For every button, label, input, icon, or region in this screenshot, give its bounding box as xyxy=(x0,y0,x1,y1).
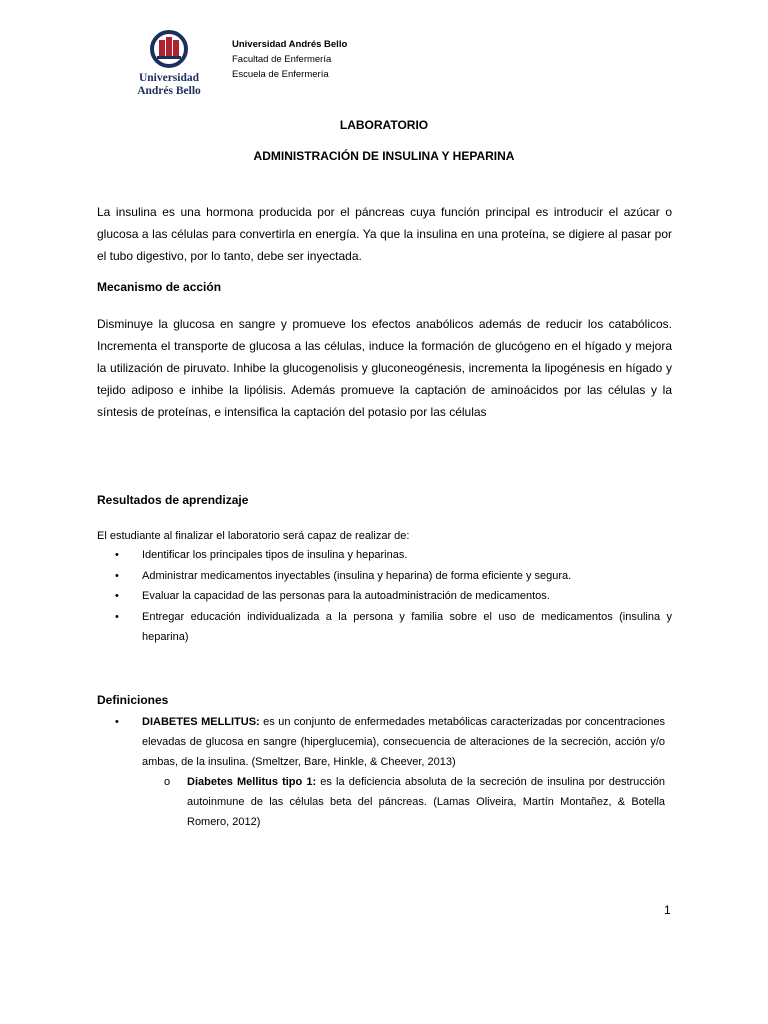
bullet-icon: • xyxy=(115,716,119,728)
university-logo xyxy=(132,26,206,100)
logo-line-1: Universidad xyxy=(138,72,200,84)
learning-list xyxy=(97,545,672,648)
definition-term: Diabetes Mellitus tipo 1: xyxy=(187,776,317,788)
bullet-icon: • xyxy=(115,569,119,582)
list-item xyxy=(97,545,672,566)
mechanism-heading: Mecanismo de acción xyxy=(97,280,222,294)
list-item-text: Administrar medicamentos inyectables (insulina y heparina) de forma eficiente y segura. xyxy=(142,569,572,582)
definition-text: es la deficiencia absoluta de la secreción de insulina por destrucción autoinmune de las células beta del páncreas. (Lamas Oliveira, Martín Montañez, & Botella Romero, 2012) xyxy=(187,776,665,828)
logo-line-2: Andrés Bello xyxy=(137,85,201,97)
logo-wordmark xyxy=(132,72,206,98)
list-item xyxy=(97,566,672,587)
circle-bullet-icon: o xyxy=(164,776,171,788)
bullet-icon: • xyxy=(115,610,119,623)
institution-header xyxy=(232,37,347,82)
list-item-text: Evaluar la capacidad de las personas para la autoadministración de medicamentos. xyxy=(142,590,550,602)
learning-heading: Resultados de aprendizaje xyxy=(97,493,249,507)
institution-name: Universidad Andrés Bello xyxy=(232,39,348,50)
definition-diabetes-type-1 xyxy=(97,772,665,832)
list-item-text: Entregar educación individualizada a la persona y familia sobre el uso de medicamentos (insulina y heparina) xyxy=(142,610,672,643)
document-title: ADMINISTRACIÓN DE INSULINA Y HEPARINA xyxy=(253,149,515,163)
intro-paragraph: La insulina es una hormona producida por el páncreas cuya función principal es introducir el azúcar o glucosa a las células para convertirla en energía. Ya que la insulina en una proteína, se digiere al pasar por el tubo digestivo, por lo tanto, debe ser inyectada. xyxy=(97,205,672,263)
definitions-heading: Definiciones xyxy=(97,693,169,707)
mechanism-paragraph: Disminuye la glucosa en sangre y promueve los efectos anabólicos además de reducir los catabólicos. Incrementa el transporte de glucosa a las células, induce la formación de glucógeno en el hígado y mejora la utilización de piruvato. Inhibe la glucogenolisis y gluconeogénesis, incrementa la lipogénesis en hígado y tejido adiposo e inhibe la lipólisis. Además promueve la captación de aminoácidos por las células y la síntesis de proteínas, e intensifica la captación del potasio por las células xyxy=(97,317,672,419)
list-item-text: Identificar los principales tipos de insulina y heparinas. xyxy=(142,549,408,561)
bullet-icon: • xyxy=(115,590,119,602)
faculty-name: Facultad de Enfermería xyxy=(232,54,332,65)
logo-emblem-icon xyxy=(132,26,206,72)
school-name: Escuela de Enfermería xyxy=(232,69,329,80)
definition-diabetes-mellitus xyxy=(97,712,665,772)
definition-term: DIABETES MELLITUS: xyxy=(142,716,260,728)
list-item xyxy=(97,586,672,607)
definition-text: es un conjunto de enfermedades metabólicas caracterizadas por concentraciones elevadas de glucosa en sangre (hiperglucemia), consecuencia de alteraciones de la secreción, acción y/o ambas, de la insulina. (Smeltzer, Bare, Hinkle, & Cheever, 2013) xyxy=(142,716,665,768)
definitions-list xyxy=(97,712,665,832)
list-item xyxy=(97,607,672,648)
bullet-icon: • xyxy=(115,549,119,561)
learning-intro: El estudiante al finalizar el laboratorio será capaz de realizar de: xyxy=(97,530,410,542)
lab-title: LABORATORIO xyxy=(339,118,429,132)
page-number: 1 xyxy=(664,903,671,917)
